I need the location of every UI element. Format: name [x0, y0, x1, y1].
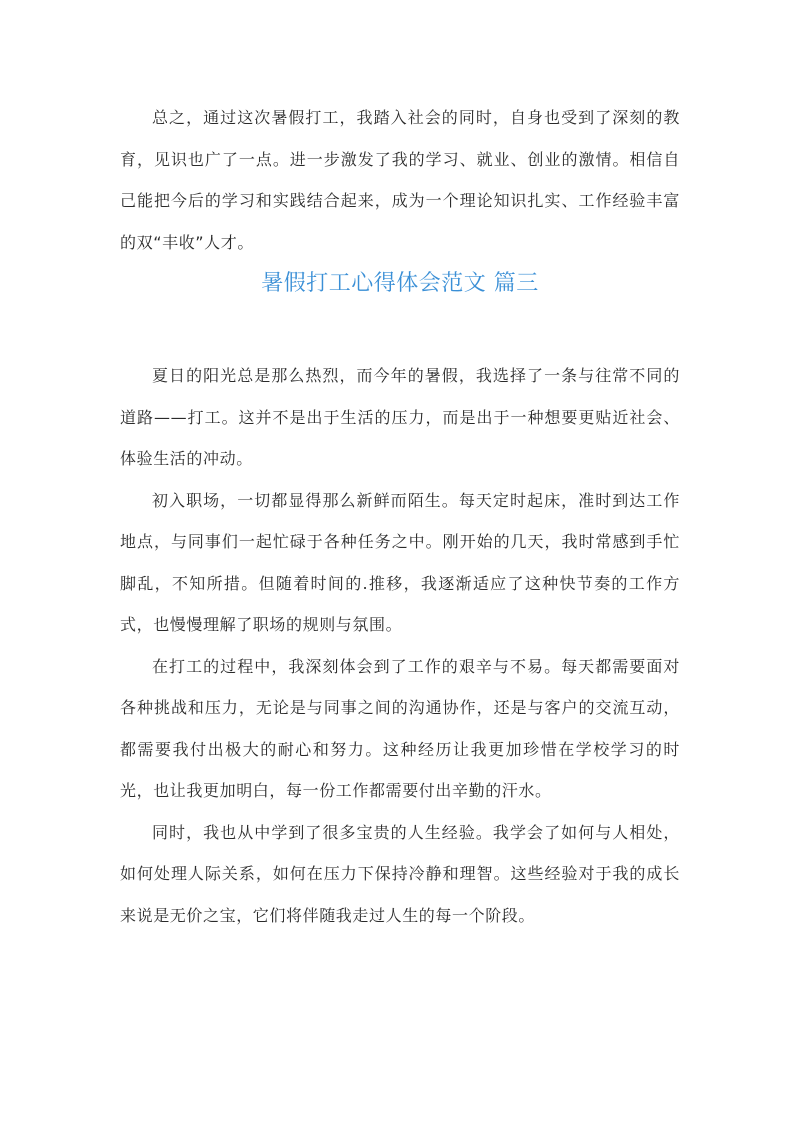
- intro-paragraph: 总之，通过这次暑假打工，我踏入社会的同时，自身也受到了深刻的教育，见识也广了一点。进一步激发了我的学习、就业、创业的激情。相信自己能把今后的学习和实践结合起来，成为一个理论知识扎实、工作经验丰富的双“丰收”人才。: [120, 108, 680, 252]
- body-paragraph-3: 在打工的过程中，我深刻体会到了工作的艰辛与不易。每天都需要面对各种挑战和压力，无论是与同事之间的沟通协作，还是与客户的交流互动，都需要我付出极大的耐心和努力。这种经历让我更加珍惜在学校学习的时光，也让我更加明白，每一份工作都需要付出辛勤的汗水。: [120, 656, 680, 800]
- body-paragraph-1: 夏日的阳光总是那么热烈，而今年的暑假，我选择了一条与往常不同的道路——打工。这并不是出于生活的压力，而是出于一种想要更贴近社会、体验生活的冲动。: [120, 366, 680, 468]
- document-body: [120, 97, 680, 936]
- body-paragraph-4: 同时，我也从中学到了很多宝贵的人生经验。我学会了如何与人相处，如何处理人际关系，如何在压力下保持冷静和理智。这些经验对于我的成长来说是无价之宝，它们将伴随我走过人生的每一个阶段。: [120, 822, 680, 925]
- section-heading: 暑假打工心得体会范文 篇三: [261, 271, 539, 296]
- body-paragraph-2: 初入职场，一切都显得那么新鲜而陌生。每天定时起床，准时到达工作地点，与同事们一起忙碌于各种任务之中。刚开始的几天，我时常感到手忙脚乱，不知所措。但随着时间的.推移，我逐渐适应了这种快节奏的工作方式，也慢慢理解了职场的规则与氛围。: [120, 490, 680, 634]
